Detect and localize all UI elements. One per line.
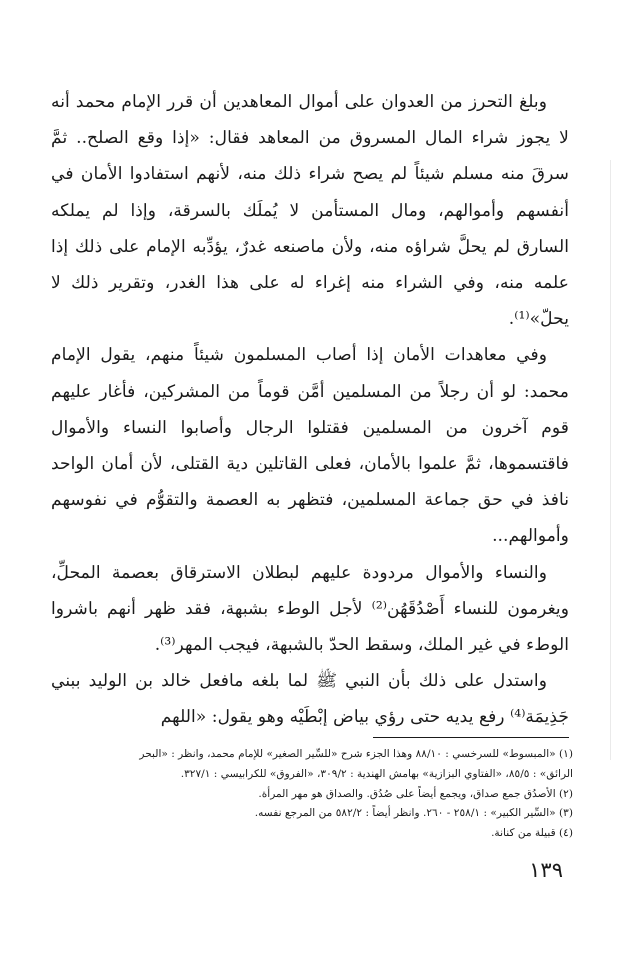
footnote-1-line-2: الرائق» : ٨٥/٥، «الفتاوي البزازية» بهامش الهندية : ٣٠٩/٢، «الفروق» للكرابيسي : ٣٢٧/١. [180,767,573,780]
footnote-4: (٤) قبيلة من كنانة. [491,827,573,840]
paragraph-3: والنساء والأموال مردودة عليهم لبطلان الاسترقاق بعصمة المحلِّ، ويغرمون للنساء أَصْدُقَهُن⁽²⁾ لأجل الوطء بشبهة، فقد ظهر أنهم باشروا الوطء في غير الملك، وسقط الحدّ بالشبهة، فيجب المهر⁽³⁾. [51,562,569,656]
scan-edge-line [610,160,611,760]
main-text [51,84,569,736]
paragraph-2: وفي معاهدات الأمان إذا أصاب المسلمون شيئاً منهم، يقول الإمام محمد: لو أن رجلاً من المسلمين أمَّن قوماً من المشركين، فأغار عليهم قوم آخرون من المسلمين فقتلوا الرجال وأصابوا النساء والأموال فاقتسموها، ثمَّ علموا بالأمان، فعلى القاتلين دية القتلى، لأن أمان الواحد نافذ في حق جماعة المسلمين، فتظهر به العصمة والتقوُّم في نفوسهم وأموالهم... [51,345,569,547]
paragraph-1: وبلغ التحرز من العدوان على أموال المعاهدين أن قرر الإمام محمد أنه لا يجوز شراء المال المسروق من المعاهد فقال: «إذا وقع الصلح.. ثمَّ سرقَ منه مسلم شيئاً لم يصح شراء ذلك منه، لأنهم استفادوا الأمان في أنفسهم وأموالهم، ومال المستأمن لا يُملَك بالسرقة، وإذا لم يملكه السارق لم يحلَّ شراؤه منه، ولأن ماصنعه غدرٌ، يؤدِّبه الإمام على ذلك إذا علمه منه، وفي الشراء منه إغراء له على هذا الغدر، وتقرير ذلك لا يحلّ»⁽¹⁾. [51,92,569,330]
page-number: ١٣٩ [529,858,563,882]
footnote-3: (٣) «السِّير الكبير» : ٢٥٨/١ - ٢٦٠. وانظر أيضاً : ٥٨٢/٢ من المرجع نفسه. [254,807,573,820]
footnote-1-line-1: (١) «المبسوط» للسرخسي : ٨٨/١٠ وهذا الجزء شرح «للسِّير الصغير» للإمام محمد، وانظر : «البحر [139,748,573,760]
footnote-2: (٢) الأصدُق جمع صداق، ويجمع أيضاً على صُدُق. والصداق هو مهر المرأة. [258,787,573,800]
footnote-separator [373,737,569,738]
footnotes [47,745,573,844]
paragraph-4: واستدل على ذلك بأن النبي ﷺ لما بلغه مافعل خالد بن الوليد ببني جَذِيمَة⁽⁴⁾ رفع يديه حتى رؤي بياض إبْطَيْه وهو يقول: «اللهم [51,671,569,728]
